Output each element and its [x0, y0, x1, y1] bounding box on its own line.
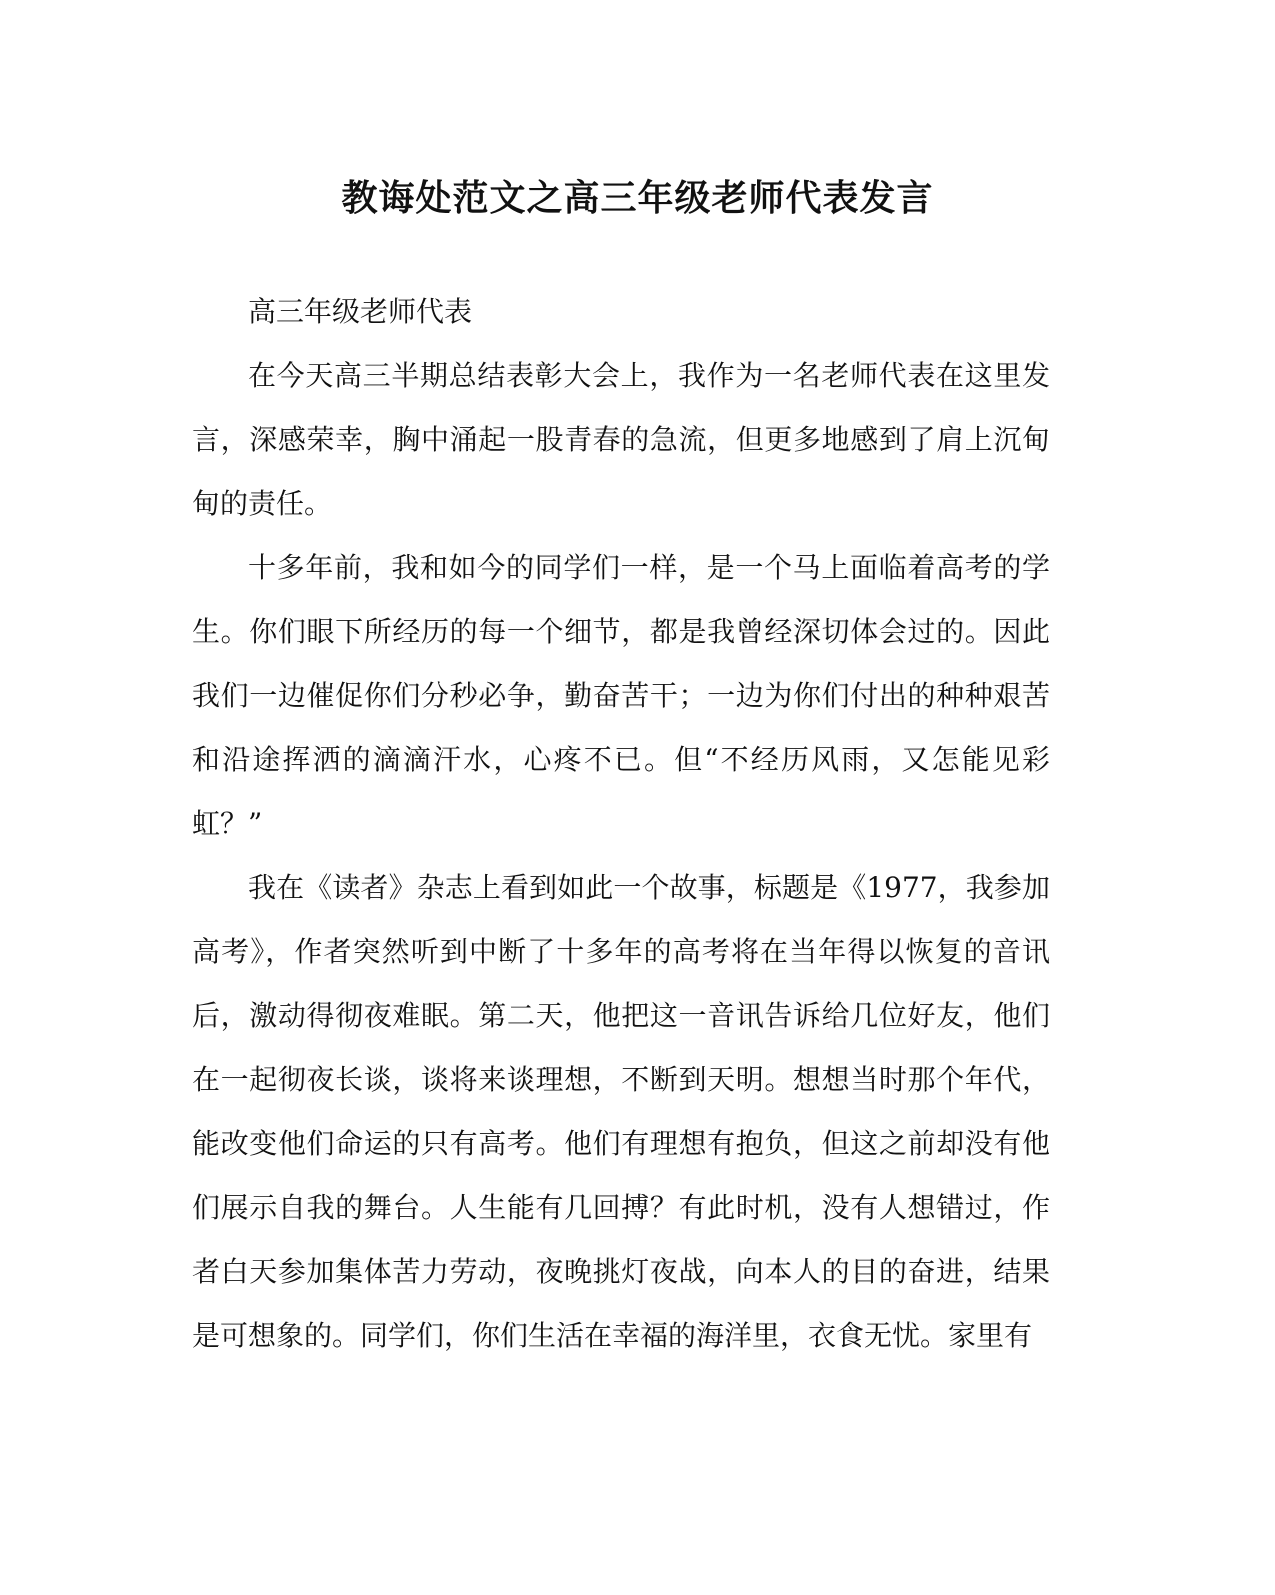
- paragraph-2: 十多年前，我和如今的同学们一样，是一个马上面临着高考的学生。你们眼下所经历的每一个细节，都是我曾经深切体会过的。因此我们一边催促你们分秒必争，勤奋苦干；一边为你们付出的种种艰苦和沿途挥洒的滴滴汗水，心疼不已。但“不经历风雨，又怎能见彩虹？”: [192, 551, 1050, 840]
- document-title: 教诲处范文之高三年级老师代表发言: [341, 177, 934, 219]
- document-body: [192, 280, 1050, 1368]
- paragraph-1: 在今天高三半期总结表彰大会上，我作为一名老师代表在这里发言，深感荣幸，胸中涌起一股青春的急流，但更多地感到了肩上沉甸甸的责任。: [192, 359, 1050, 520]
- paragraph-author: 高三年级老师代表: [248, 295, 473, 328]
- paragraph-3: 我在《读者》杂志上看到如此一个故事，标题是《1977，我参加高考》，作者突然听到中断了十多年的高考将在当年得以恢复的音讯后，激动得彻夜难眠。第二天，他把这一音讯告诉给几位好友，他们在一起彻夜长谈，谈将来谈理想，不断到天明。想想当时那个年代，能改变他们命运的只有高考。他们有理想有抱负，但这之前却没有他们展示自我的舞台。人生能有几回搏？有此时机，没有人想错过，作者白天参加集体苦力劳动，夜晚挑灯夜战，向本人的目的奋进，结果是可想象的。同学们，你们生活在幸福的海洋里，衣食无忧。家里有: [192, 871, 1050, 1352]
